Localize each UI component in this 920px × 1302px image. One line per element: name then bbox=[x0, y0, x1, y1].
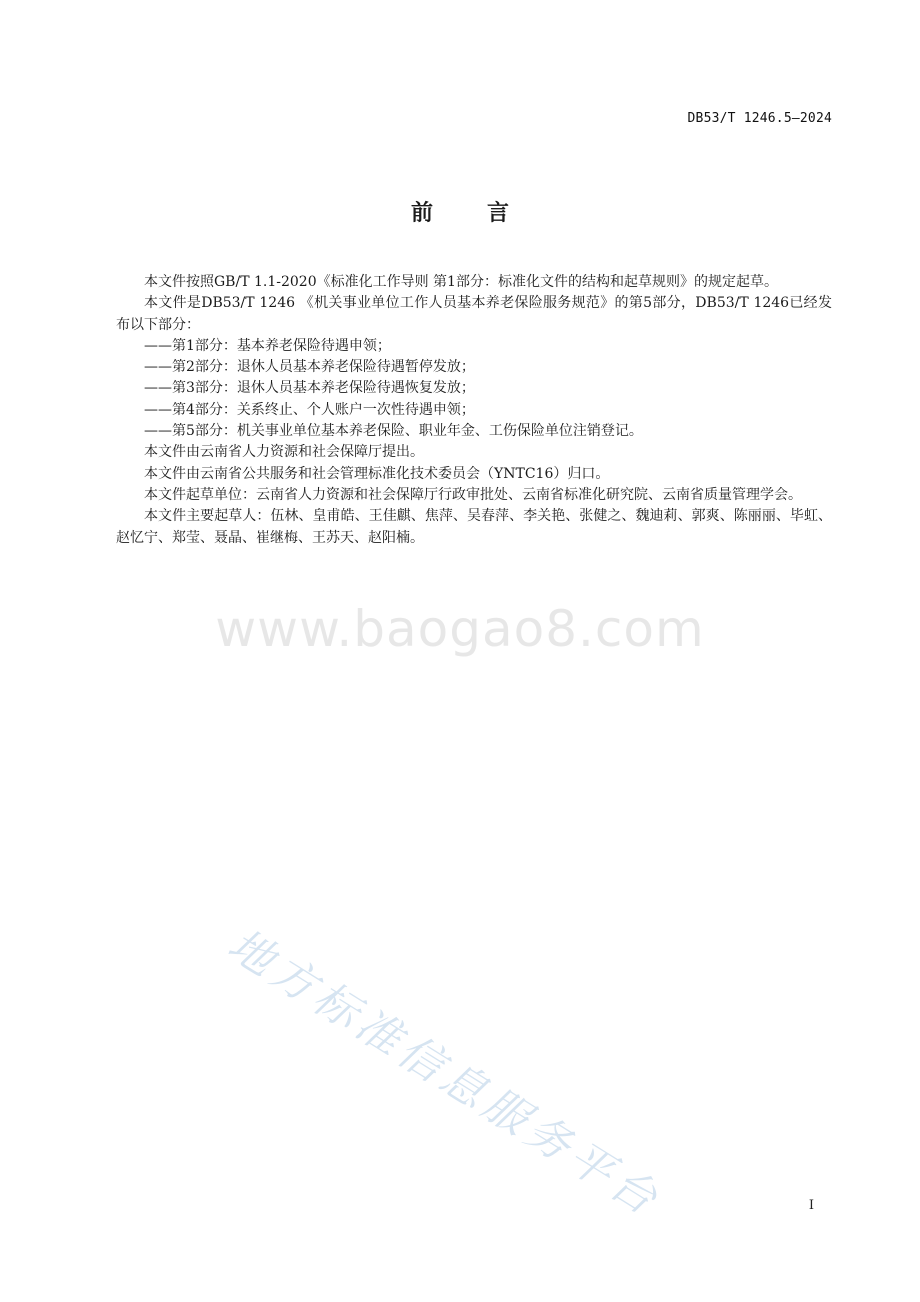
list-item-part-1: ——第1部分：基本养老保险待遇申领； bbox=[144, 337, 391, 354]
paragraph-drafters: 本文件主要起草人：伍林、皇甫皓、王佳麒、焦萍、吴春萍、李关艳、张健之、魏迪莉、郭爽、陈丽丽、毕虹、赵忆宁、郑莹、聂晶、崔继梅、王苏天、赵阳楠。 bbox=[116, 508, 832, 546]
document-code: DB53/T 1246.5—2024 bbox=[687, 111, 832, 126]
paragraph-series-intro: 本文件是DB53/T 1246 《机关事业单位工作人员基本养老保险服务规范》的第5部分，DB53/T 1246已经发布以下部分： bbox=[116, 295, 832, 333]
paragraph-drafting-rules: 本文件按照GB/T 1.1-2020《标准化工作导则 第1部分：标准化文件的结构和起草规则》的规定起草。 bbox=[144, 274, 778, 290]
url-watermark: www.baogao8.com bbox=[215, 600, 705, 658]
platform-watermark: 地方标准信息服务平台 bbox=[219, 919, 671, 1228]
page-number: I bbox=[808, 1198, 814, 1213]
paragraph-proposer: 本文件由云南省人力资源和社会保障厅提出。 bbox=[144, 444, 424, 461]
page-title: 前言 bbox=[410, 201, 563, 226]
paragraph-drafting-units: 本文件起草单位：云南省人力资源和社会保障厅行政审批处、云南省标准化研究院、云南省质量管理学会。 bbox=[144, 486, 802, 503]
list-item-part-3: ——第3部分：退休人员基本养老保险待遇恢复发放； bbox=[144, 380, 475, 397]
list-item-part-4: ——第4部分：关系终止、个人账户一次性待遇申领； bbox=[144, 401, 475, 418]
list-item-part-5: ——第5部分：机关事业单位基本养老保险、职业年金、工伤保险单位注销登记。 bbox=[144, 423, 643, 440]
list-item-part-2: ——第2部分：退休人员基本养老保险待遇暂停发放； bbox=[144, 359, 475, 376]
paragraph-committee: 本文件由云南省公共服务和社会管理标准化技术委员会（YNTC16）归口。 bbox=[144, 465, 610, 482]
foreword-body bbox=[116, 272, 832, 549]
